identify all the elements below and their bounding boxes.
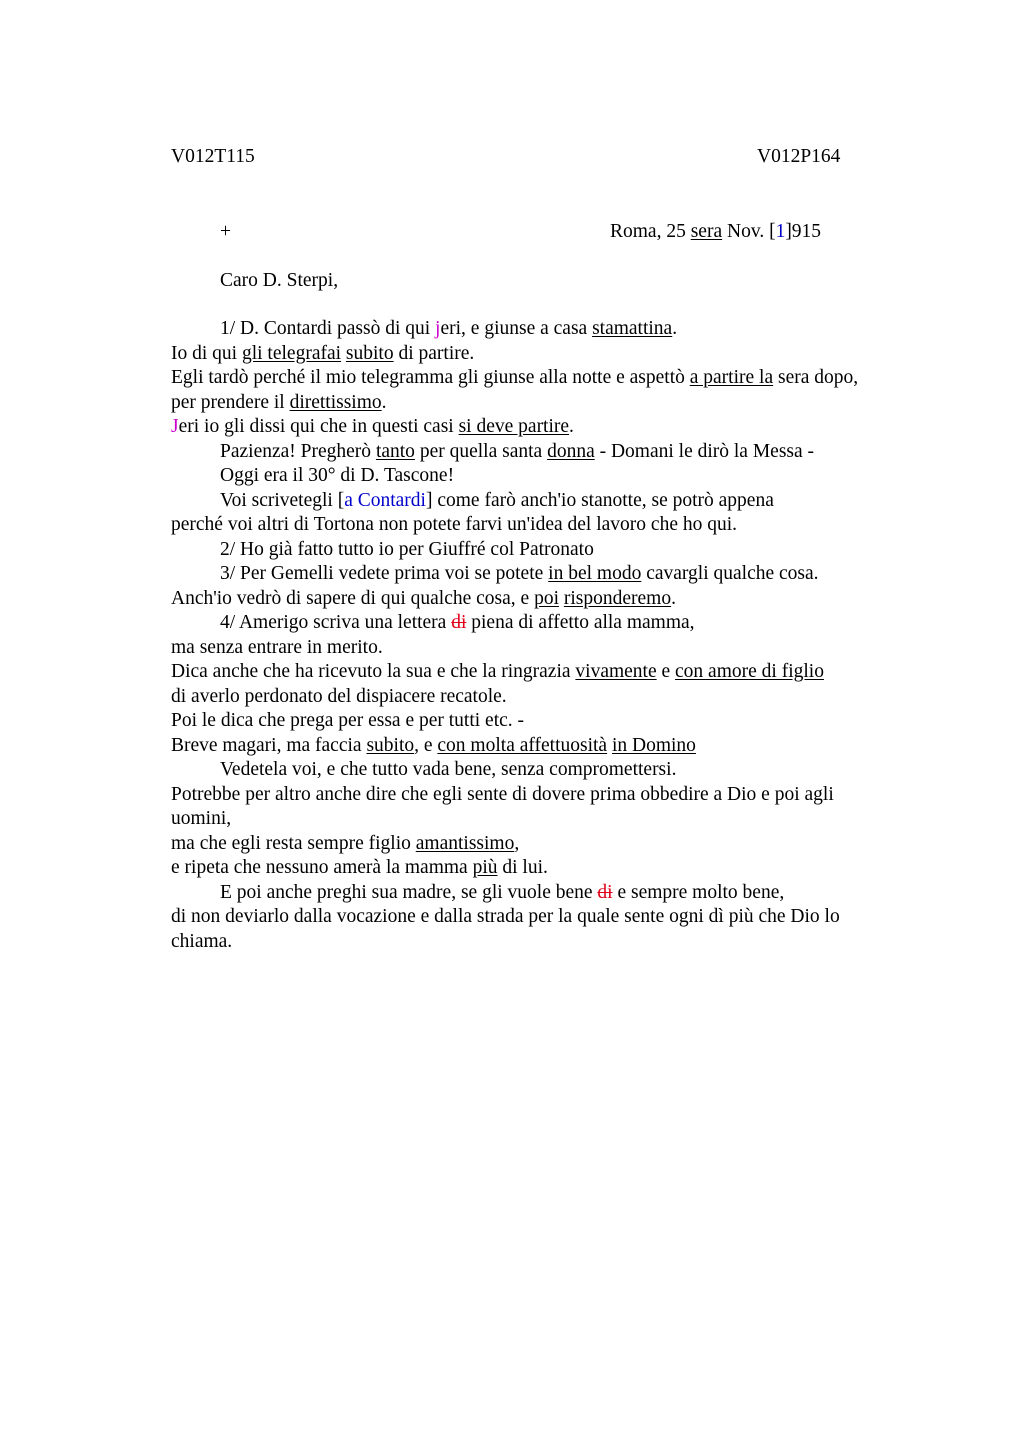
text-line: Dica anche che ha ricevuto la sua e che la ringrazia vivamente e con amore di figlio	[171, 661, 824, 682]
text-line: Oggi era il 30° di D. Tascone!	[220, 465, 455, 486]
text-line: 3/ Per Gemelli vedete prima voi se potete in bel modo cavargli qualche cosa.	[220, 563, 819, 584]
text-line: 4/ Amerigo scriva una lettera di piena di affetto alla mamma,	[220, 612, 695, 633]
text-line: Poi le dica che prega per essa e per tutti etc. -	[171, 710, 525, 731]
text-line: Egli tardò perché il mio telegramma gli giunse alla notte e aspettò a partire la sera dopo,	[171, 367, 859, 388]
text-line: Pazienza! Pregherò tanto per quella santa donna - Domani le dirò la Messa -	[220, 440, 815, 462]
text-line: perché voi altri di Tortona non potete farvi un'idea del lavoro che ho qui.	[171, 514, 738, 535]
dateline: Roma, 25 sera Nov. [1]915	[610, 221, 822, 242]
deleted-word: di	[451, 612, 467, 633]
text-line: di non deviarlo dalla vocazione e dalla strada per la quale sente ogni dì più che Dio lo	[171, 906, 840, 927]
cross-mark: +	[220, 221, 231, 242]
text-line: e ripeta che nessuno amerà la mamma più di lui.	[171, 857, 548, 878]
deleted-word: di	[597, 881, 613, 903]
text-line: 1/ D. Contardi passò di qui jeri, e giunse a casa stamattina.	[220, 318, 678, 339]
text-line: 2/ Ho già fatto tutto io per Giuffré col Patronato	[220, 538, 594, 560]
text-line: ma senza entrare in merito.	[171, 636, 383, 658]
text-line: uomini,	[171, 808, 232, 829]
salutation: Caro D. Sterpi,	[220, 270, 339, 291]
text-line: ma che egli resta sempre figlio amantissimo,	[171, 832, 520, 854]
text-line: Anch'io vedrò di sapere di qui qualche cosa, e poi risponderemo.	[171, 587, 676, 609]
text-line: Io di qui gli telegrafai subito di partire.	[171, 342, 475, 364]
text-line: Jeri io gli dissi qui che in questi casi si deve partire.	[171, 416, 574, 437]
text-line: Potrebbe per altro anche dire che egli sente di dovere prima obbedire a Dio e poi agli	[171, 783, 834, 805]
document-code-right: V012P164	[757, 146, 841, 167]
text-line: Breve magari, ma faccia subito, e con molta affettuosità in Domino	[171, 734, 696, 756]
text-line: Vedetela voi, e che tutto vada bene, senza compromettersi.	[220, 759, 677, 780]
text-line: di averlo perdonato del dispiacere recatole.	[171, 685, 507, 707]
letter-body	[171, 317, 911, 954]
text-line: chiama.	[171, 930, 233, 952]
text-line: Voi scrivetegli [a Contardi] come farò anch'io stanotte, se potrò appena	[220, 489, 774, 511]
text-line: per prendere il direttissimo.	[171, 391, 387, 413]
text-line: E poi anche preghi sua madre, se gli vuole bene di e sempre molto bene,	[220, 881, 785, 903]
document-code-left: V012T115	[171, 146, 255, 167]
